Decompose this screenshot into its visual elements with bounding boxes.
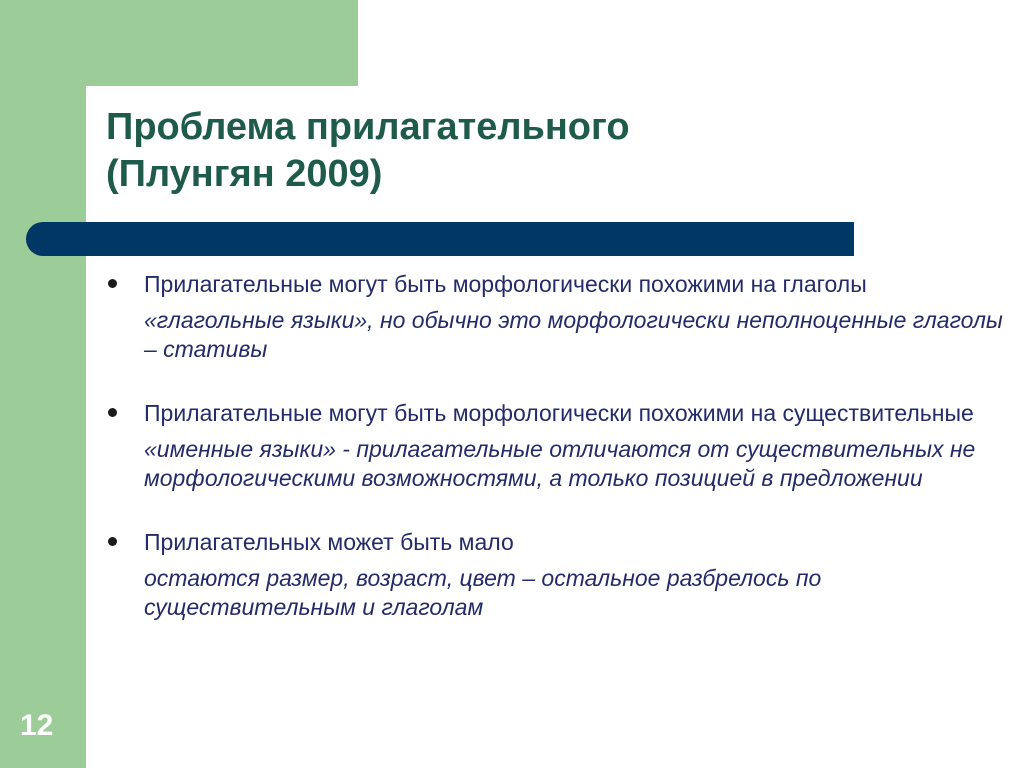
bullet-subtext: остаются размер, возраст, цвет – остальное разбрелось по существительным и глаголам: [144, 565, 822, 620]
bullet-list: [104, 270, 1004, 622]
bullet-text: Прилагательные могут быть морфологически похожими на существительные: [144, 400, 974, 426]
bullet-subtext: «глагольные языки», но обычно это морфологически неполноценные глаголы – стативы: [144, 307, 1003, 362]
slide-title-line-1: Проблема прилагательного: [106, 106, 630, 148]
slide-title: [106, 104, 986, 198]
slide-title-line-2: (Плунгян 2009): [106, 153, 383, 195]
bullet-dot-icon: [108, 408, 117, 417]
bullet-point-1: [104, 270, 1004, 364]
bullet-point-3: [104, 528, 1004, 622]
bullet-text: Прилагательных может быть мало: [144, 529, 514, 555]
bullet-dot-icon: [108, 537, 117, 546]
page-number: 12: [20, 709, 54, 742]
bullet-subtext: «именные языки» - прилагательные отличаются от существительных не морфологическими возможностями, а только позицией в предложении: [144, 436, 976, 491]
bullet-text: Прилагательные могут быть морфологически похожими на глаголы: [144, 271, 867, 297]
title-divider-bar: [26, 222, 854, 256]
green-sidebar-decoration: [0, 0, 86, 768]
bullet-dot-icon: [108, 279, 117, 288]
bullet-point-2: [104, 399, 1004, 493]
green-top-decoration: [0, 0, 358, 86]
